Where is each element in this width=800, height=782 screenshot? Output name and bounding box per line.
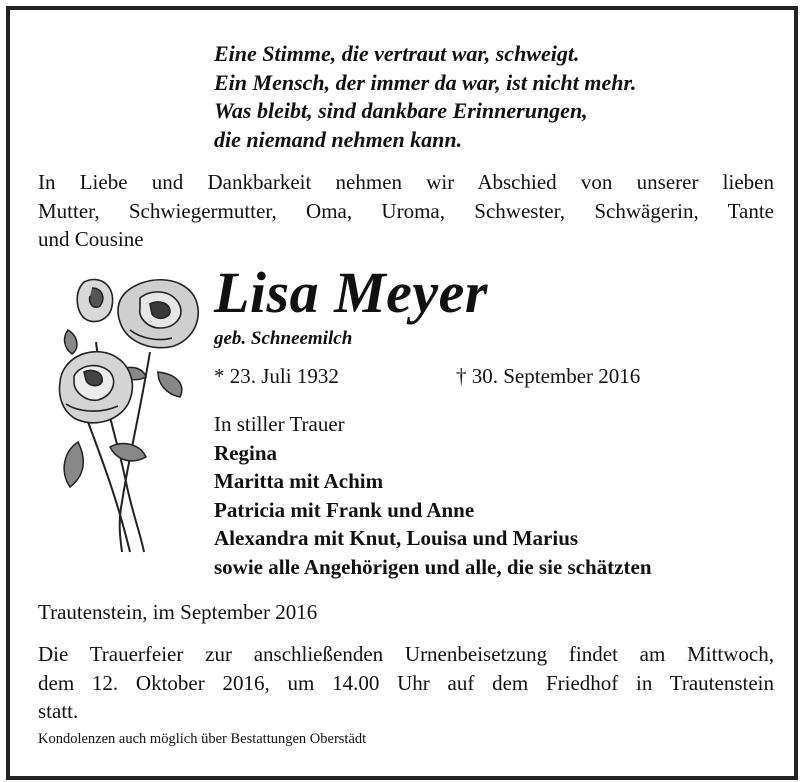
obituary-frame <box>6 6 798 780</box>
intro-text <box>38 168 774 254</box>
ceremony-line: statt. <box>38 699 79 723</box>
mourner-name: Alexandra mit Knut, Louisa und Marius <box>214 526 579 550</box>
ceremony-text <box>38 640 774 726</box>
ceremony-line: Die Trauerfeier zur anschließenden Urnenbeisetzung findet am Mittwoch, <box>38 642 774 666</box>
birth-date: * 23. Juli 1932 <box>214 364 339 388</box>
death-date: † 30. September 2016 <box>456 364 641 388</box>
deceased-name: Lisa Meyer <box>214 260 488 325</box>
roses-icon <box>48 272 208 554</box>
mourner-name: sowie alle Angehörigen und alle, die sie schätzten <box>214 554 652 579</box>
mourner-name: Patricia mit Frank und Anne <box>214 497 475 522</box>
maiden-name: geb. Schneemilch <box>214 328 353 349</box>
mourners-heading: In stiller Trauer <box>214 412 345 436</box>
place-date: Trautenstein, im September 2016 <box>38 600 318 624</box>
intro-line: In Liebe und Dankbarkeit nehmen wir Abschied von unserer lieben <box>38 170 774 194</box>
condolences-note: Kondolenzen auch möglich über Bestattungen Oberstädt <box>38 731 367 747</box>
mourner-name: Regina <box>214 440 277 465</box>
mourners-block <box>214 410 652 581</box>
intro-line: Mutter, Schwiegermutter, Oma, Uroma, Schwester, Schwägerin, Tante <box>38 198 774 223</box>
ceremony-line: dem 12. Oktober 2016, um 14.00 Uhr auf dem Friedhof in Trautenstein <box>38 670 774 695</box>
poem-line: Ein Mensch, der immer da war, ist nicht mehr. <box>214 69 637 95</box>
poem-line: Eine Stimme, die vertraut war, schweigt. <box>214 41 580 66</box>
poem <box>214 40 636 154</box>
poem-line: die niemand nehmen kann. <box>214 126 463 152</box>
poem-line: Was bleibt, sind dankbare Erinnerungen, <box>214 98 588 123</box>
mourner-name: Maritta mit Achim <box>214 469 384 493</box>
intro-line: und Cousine <box>38 227 144 251</box>
